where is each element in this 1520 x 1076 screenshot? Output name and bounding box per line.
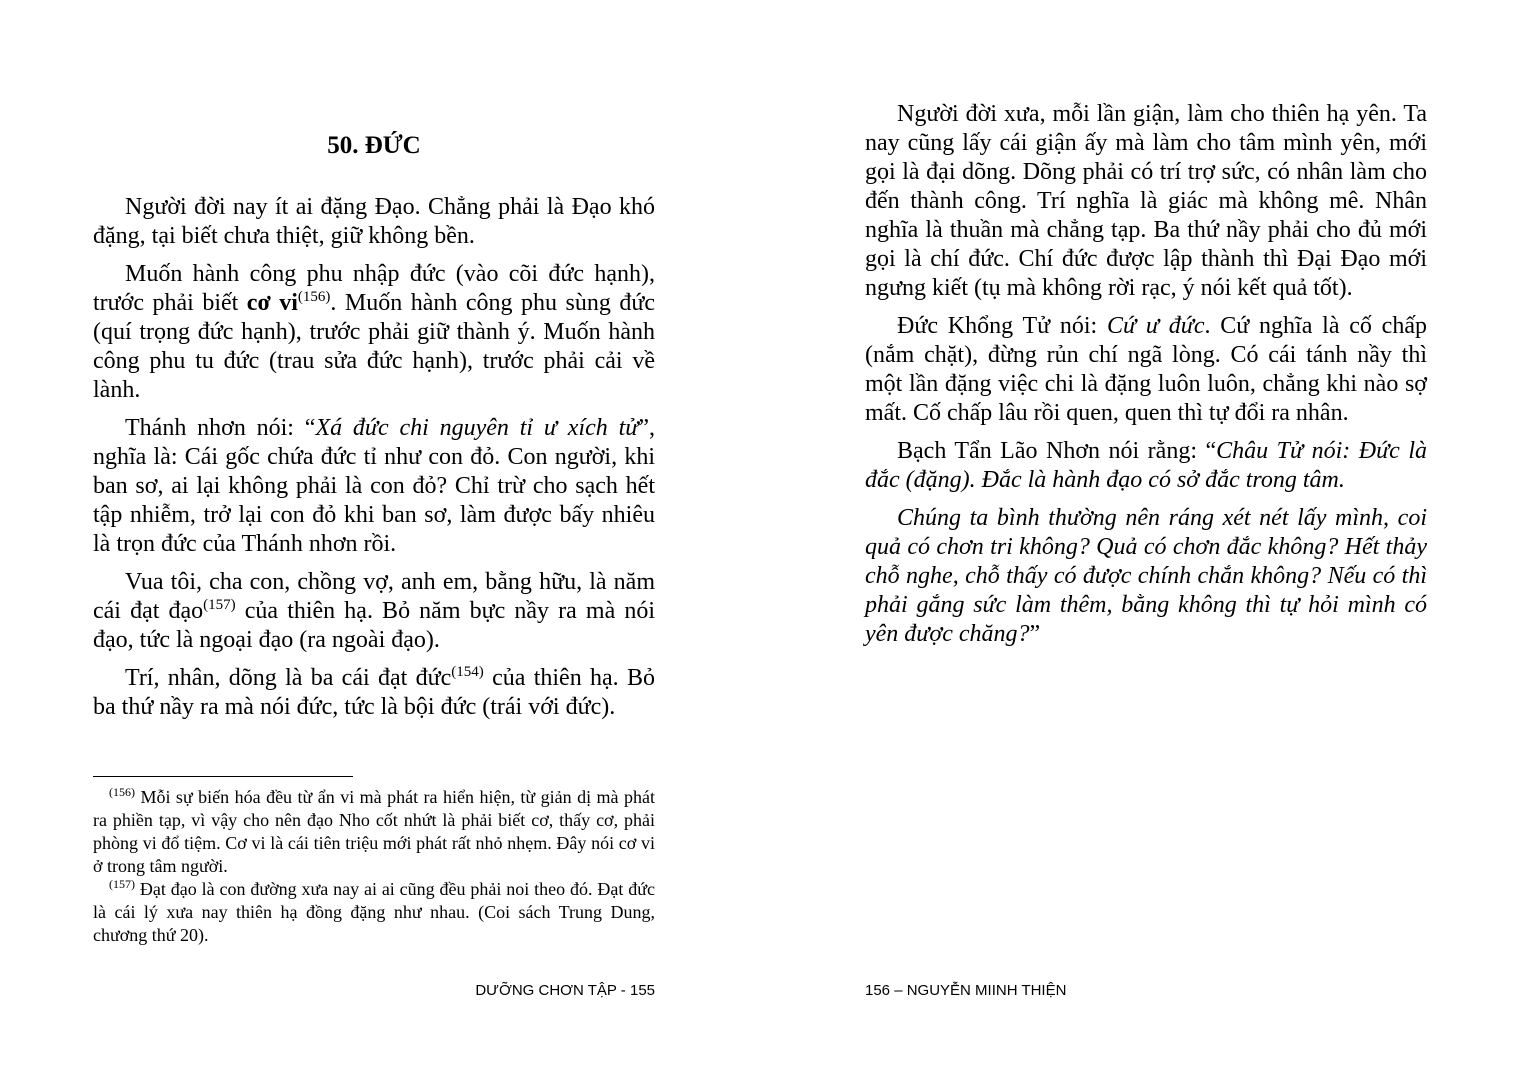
quote-italic: Cứ ư đức [1107,313,1205,339]
footnote [93,878,655,947]
left-page [93,0,655,1076]
paragraph [93,568,655,655]
paragraph: Người đời xưa, mỗi lần giận, làm cho thiên hạ yên. Ta nay cũng lấy cái giận ấy mà làm cho tâm mình yên, mới gọi là đại dõng. Dõng phải có trí trợ sức, có nhân làm cho đến thành công. Trí nghĩa là giác mà không mê. Nhân nghĩa là thuần mà chẳng tạp. Ba thứ nầy phải cho đủ mới gọi là chí đức. Chí đức được lập thành thì Đại Đạo mới ngưng kiết (tụ mà không rời rạc, ý nói kết quả tốt). [865,101,1427,301]
paragraph-text: Muốn hành công phu nhập đức (vào cõi đức hạnh), trước phải biết [93,261,655,316]
page-footer: DƯỠNG CHƠN TẬP - 155 [475,982,655,999]
footnotes [93,786,655,947]
paragraph [93,414,655,559]
left-page-body [93,193,655,731]
footnote-ref: (157) [203,597,236,613]
quote-italic: Chúng ta bình thường nên ráng xét nét lấy mình, coi quả có chơn tri không? Quả có chơn đắc không? Hết thảy chỗ nghe, chỗ thấy có được chính chắn không? Nếu có thì phải gắng sức làm thêm, bằng không thì tự hỏi mình có yên được chăng? [865,505,1427,647]
paragraph-text: . Muốn hành công phu sùng đức (quí trọng đức hạnh), trước phải giữ thành ý. Muốn hành công phu tu đức (trau sửa đức hạnh), trước phải cải về lành. [93,290,655,403]
paragraph-text: của thiên hạ. Bỏ ba thứ nầy ra mà nói đức, tức là bội đức (trái với đức). [93,665,656,720]
chapter-title: 50. ĐỨC [327,132,421,159]
footnote [93,786,655,878]
footnote-ref: (156) [297,289,331,305]
paragraph-text: Đức Khổng Tử nói: [897,313,1107,339]
paragraph-text: Bạch Tẩn Lão Nhơn nói rằng: “ [897,438,1217,464]
footnote-divider [93,776,353,777]
paragraph-text: Trí, nhân, dõng là ba cái đạt đức [125,665,452,691]
paragraph-text: Vua tôi, cha con, chồng vợ, anh em, bằng hữu, là năm cái đạt đạo [93,569,655,624]
paragraph [93,664,655,722]
footnote-mark: (156) [109,785,135,799]
footnote-text: Mỗi sự biến hóa đều từ ẩn vi mà phát ra hiển hiện, từ giản dị mà phát ra phiền tạp, vì vậy cho nên đạo Nho cốt nhứt là phải biết cơ, thấy cơ, phải phòng vi đổ tiệm. Cơ vi là cái tiên triệu mới phát rất nhỏ nhẹm. Đây nói cơ vi ở trong tâm người. [93,787,655,876]
quote-italic: Châu Tử nói: Đức là đắc (đặng). Đắc là hành đạo có sở đắc trong tâm. [865,438,1427,493]
paragraph [865,437,1427,495]
bold-term: cơ vi [246,290,298,316]
paragraph [865,312,1427,428]
footnote-text: Đạt đạo là con đường xưa nay ai ai cũng đều phải noi theo đó. Đạt đức là cái lý xưa nay thiên hạ đồng đặng như nhau. (Coi sách Trung Dung, chương thứ 20). [93,879,655,945]
paragraph-text: ”, nghĩa là: Cái gốc chứa đức tỉ như con đỏ. Con người, khi ban sơ, ai lại không phải là con đỏ? Chỉ trừ cho sạch hết tập nhiễm, trở lại con đỏ khi ban sơ, làm được bấy nhiêu là trọn đức của Thánh nhơn rồi. [93,415,656,557]
paragraph-text: Thánh nhơn nói: “ [125,415,316,441]
quote-italic: Xá đức chi nguyên tỉ ư xích tử [315,415,639,441]
footnote-mark: (157) [109,877,135,891]
paragraph: Người đời nay ít ai đặng Đạo. Chẳng phải là Đạo khó đặng, tại biết chưa thiệt, giữ không bền. [93,194,655,249]
right-page-body [865,100,1427,658]
paragraph-text: . Cứ nghĩa là cố chấp (nắm chặt), đừng rủn chí ngã lòng. Có cái tánh nầy thì một lần đặng việc chi là đặng luôn luôn, chẳng khi nào sợ mất. Cố chấp lâu rồi quen, quen thì tự đổi ra nhân. [865,313,1427,426]
paragraph-text: của thiên hạ. Bỏ năm bực nầy ra mà nói đạo, tức là ngoại đạo (ra ngoài đạo). [93,598,655,653]
right-page [865,0,1427,1076]
paragraph [93,260,655,405]
footnote-ref: (154) [451,664,484,680]
closing-quote: ” [1029,621,1041,647]
page-footer: 156 – NGUYỄN MIINH THIỆN [865,982,1067,999]
paragraph [865,504,1427,649]
